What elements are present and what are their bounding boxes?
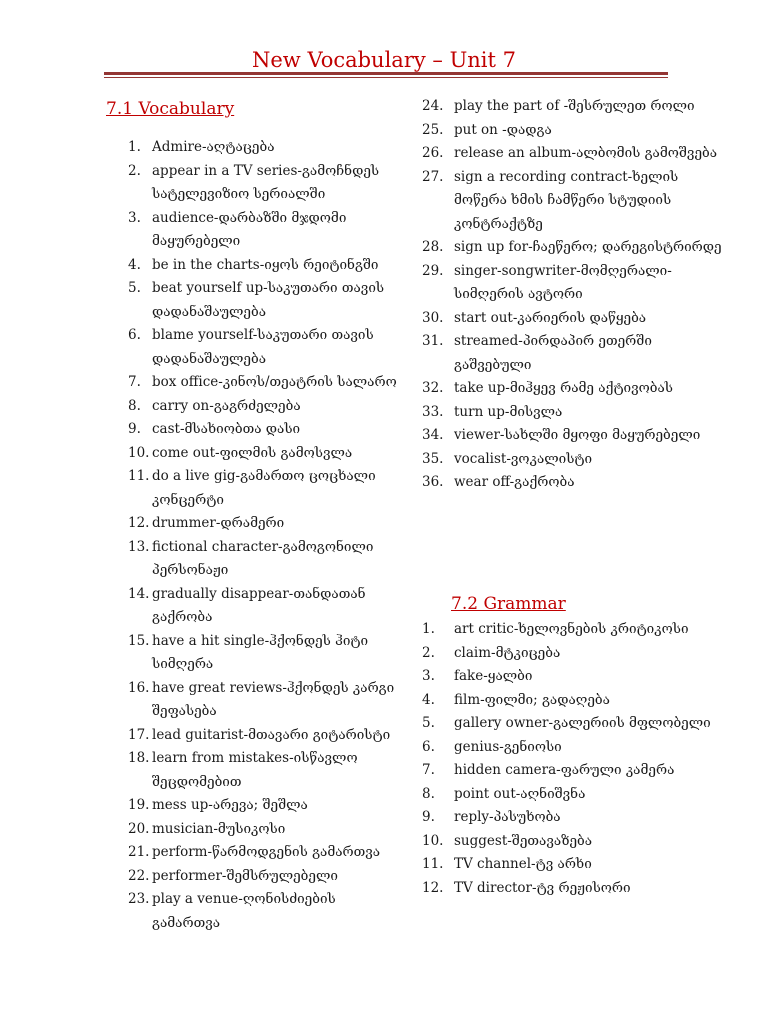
item-number: 1. — [422, 621, 435, 637]
list-item — [104, 818, 404, 842]
item-text: musician-მუსიკოსი — [152, 820, 286, 837]
list-item — [422, 119, 722, 143]
item-text: release an album-ალბომის გამოშვება — [454, 145, 718, 161]
item-text: do a live gig-გამართო ცოცხალი კონცერტი — [152, 468, 376, 508]
item-text: art critic-ხელოვნების კრიტიკოსი — [454, 621, 689, 637]
item-number: 8. — [422, 785, 435, 802]
item-number: 19. — [128, 797, 150, 813]
item-text: sign a recording contract-ხელის მოწერა ხმის ჩამწერი სტუდიის კონტრაქტზე — [454, 168, 679, 232]
vocabulary-list-right — [422, 95, 722, 495]
item-text: vocalist-ვოკალისტი — [454, 450, 593, 467]
item-number: 12. — [422, 879, 444, 896]
item-number: 11. — [128, 468, 150, 484]
item-text: lead guitarist-მთავარი გიტარისტი — [152, 726, 391, 743]
item-text: have a hit single-ჰქონდეს ჰიტი სიმღერა — [152, 632, 369, 672]
item-number: 7. — [422, 762, 435, 778]
item-text: reply-პასუხობა — [454, 809, 561, 825]
list-item — [422, 853, 722, 877]
list-item — [422, 712, 722, 736]
list-item — [422, 665, 722, 689]
item-text: play a venue-ღონისძიების გამართვა — [152, 891, 336, 931]
item-text: perform-წარმოდგენის გამართვა — [152, 844, 381, 860]
list-item — [422, 736, 722, 760]
item-number: 20. — [128, 820, 150, 837]
section-heading-grammar: 7.2 Grammar — [451, 594, 566, 614]
item-number: 5. — [128, 280, 141, 296]
title-rule-thick — [104, 72, 668, 75]
title-rule-thin — [104, 77, 668, 78]
item-text: box office-კინოს/თეატრის სალარო — [152, 374, 397, 390]
item-text: gradually disappear-თანდათან გაქრობა — [152, 585, 366, 625]
list-item — [104, 442, 404, 466]
item-text: TV director-ტვ რეჟისორი — [454, 879, 631, 896]
item-text: gallery owner-გალერიის მფლობელი — [454, 715, 711, 731]
item-text: play the part of -შესრულეთ როლი — [454, 98, 695, 114]
item-number: 6. — [422, 738, 435, 755]
list-item — [422, 471, 722, 495]
item-text: learn from mistakes-ისწავლო შეცდომებით — [152, 750, 358, 790]
item-text: fake-ყალბი — [454, 668, 533, 684]
item-number: 32. — [422, 380, 444, 396]
list-item — [104, 418, 404, 442]
item-number: 17. — [128, 726, 150, 743]
list-item — [104, 160, 404, 207]
list-item — [422, 377, 722, 401]
list-item — [422, 642, 722, 666]
item-number: 9. — [128, 421, 141, 437]
list-item — [422, 806, 722, 830]
list-item — [104, 512, 404, 536]
item-number: 29. — [422, 262, 444, 279]
list-item — [104, 207, 404, 254]
list-item — [422, 877, 722, 901]
item-number: 16. — [128, 679, 150, 696]
list-item — [104, 794, 404, 818]
list-item — [422, 689, 722, 713]
item-number: 28. — [422, 239, 444, 255]
list-item — [104, 888, 404, 935]
item-number: 15. — [128, 632, 150, 649]
list-item — [104, 395, 404, 419]
list-item — [104, 324, 404, 371]
list-item — [422, 830, 722, 854]
item-text: come out-ფილმის გამოსვლა — [152, 444, 353, 461]
item-text: mess up-არევა; შეშლა — [152, 797, 308, 813]
item-number: 14. — [128, 585, 150, 602]
item-number: 35. — [422, 450, 444, 467]
list-item — [422, 618, 722, 642]
item-text: performer-შემსრულებელი — [152, 867, 338, 884]
item-number: 36. — [422, 474, 444, 490]
list-item — [104, 465, 404, 512]
item-number: 6. — [128, 327, 141, 343]
item-number: 8. — [128, 397, 141, 414]
item-text: TV channel-ტვ არხი — [454, 856, 592, 872]
list-item — [104, 865, 404, 889]
item-text: suggest-შეთავაზება — [454, 832, 593, 849]
item-text: singer-songwriter-მომღერალი-სიმღერის ავტორი — [454, 262, 672, 302]
item-text: sign up for-ჩაეწერო; დარეგისტრირდე — [454, 239, 722, 255]
section-heading-vocabulary: 7.1 Vocabulary — [106, 99, 235, 119]
list-item — [422, 401, 722, 425]
item-number: 23. — [128, 891, 150, 907]
item-number: 2. — [128, 162, 141, 179]
list-item — [422, 142, 722, 166]
list-item — [422, 236, 722, 260]
item-number: 18. — [128, 750, 150, 766]
item-text: start out-კარიერის დაწყება — [454, 309, 647, 326]
item-number: 10. — [422, 832, 444, 849]
item-text: carry on-გაგრძელება — [152, 397, 301, 414]
item-text: film-ფილმი; გადაღება — [454, 691, 610, 708]
item-text: point out-აღნიშვნა — [454, 785, 586, 802]
list-item — [422, 448, 722, 472]
item-number: 34. — [422, 427, 444, 443]
list-item — [104, 724, 404, 748]
list-item — [104, 747, 404, 794]
item-number: 2. — [422, 644, 435, 661]
item-number: 4. — [128, 256, 141, 273]
item-number: 24. — [422, 98, 444, 114]
item-text: put on -დადგა — [454, 121, 552, 138]
list-item — [104, 371, 404, 395]
item-text: have great reviews-ჰქონდეს კარგი შეფასება — [152, 679, 395, 719]
item-number: 4. — [422, 691, 435, 708]
item-number: 27. — [422, 168, 444, 185]
item-text: claim-მტკიცება — [454, 644, 561, 661]
list-item — [422, 783, 722, 807]
item-number: 1. — [128, 139, 141, 155]
list-item — [104, 630, 404, 677]
list-item — [422, 166, 722, 237]
item-text: genius-გენიოსი — [454, 738, 562, 755]
list-item — [422, 95, 722, 119]
item-number: 10. — [128, 444, 150, 461]
list-item — [104, 841, 404, 865]
item-number: 7. — [128, 374, 141, 390]
item-number: 31. — [422, 333, 444, 349]
item-text: viewer-სახლში მყოფი მაყურებელი — [454, 427, 701, 443]
list-item — [422, 759, 722, 783]
item-text: take up-მიჰყევ რამე აქტივობას — [454, 380, 673, 396]
item-text: cast-მსახიობთა დასი — [152, 421, 301, 437]
item-number: 3. — [422, 668, 435, 684]
item-text: turn up-მისვლა — [454, 403, 563, 420]
item-text: Admire-აღტაცება — [152, 139, 275, 155]
item-number: 22. — [128, 867, 150, 884]
item-number: 3. — [128, 209, 141, 226]
list-item — [422, 260, 722, 307]
item-number: 13. — [128, 538, 150, 555]
page-title: New Vocabulary – Unit 7 — [252, 48, 516, 72]
item-text: blame yourself-საკუთარი თავის დადანაშაულება — [152, 327, 374, 367]
item-number: 21. — [128, 844, 150, 860]
item-number: 30. — [422, 309, 444, 326]
grammar-list — [422, 618, 722, 900]
item-number: 11. — [422, 856, 444, 872]
item-text: hidden camera-ფარული კამერა — [454, 762, 675, 778]
list-item — [422, 307, 722, 331]
item-number: 9. — [422, 809, 435, 825]
item-number: 33. — [422, 403, 444, 420]
item-number: 12. — [128, 515, 150, 531]
item-text: fictional character-გამოგონილი პერსონაჟი — [152, 538, 374, 578]
list-item — [104, 277, 404, 324]
item-text: drummer-დრამერი — [152, 515, 285, 531]
list-item — [104, 136, 404, 160]
item-number: 25. — [422, 121, 444, 138]
item-text: appear in a TV series-გამოჩნდეს სატელევიზიო სერიალში — [152, 162, 380, 202]
list-item — [104, 254, 404, 278]
item-text: audience-დარბაზში მჯდომი მაყურებელი — [152, 209, 347, 249]
item-number: 5. — [422, 715, 435, 731]
list-item — [104, 677, 404, 724]
item-text: wear off-გაქრობა — [454, 474, 575, 490]
vocabulary-list-left — [104, 136, 404, 935]
list-item — [104, 583, 404, 630]
item-text: be in the charts-იყოს რეიტინგში — [152, 256, 379, 273]
list-item — [422, 424, 722, 448]
list-item — [104, 536, 404, 583]
item-text: streamed-პირდაპირ ეთერში გაშვებული — [454, 333, 652, 373]
item-number: 26. — [422, 145, 444, 161]
item-text: beat yourself up-საკუთარი თავის დადანაშაულება — [152, 280, 385, 320]
list-item — [422, 330, 722, 377]
